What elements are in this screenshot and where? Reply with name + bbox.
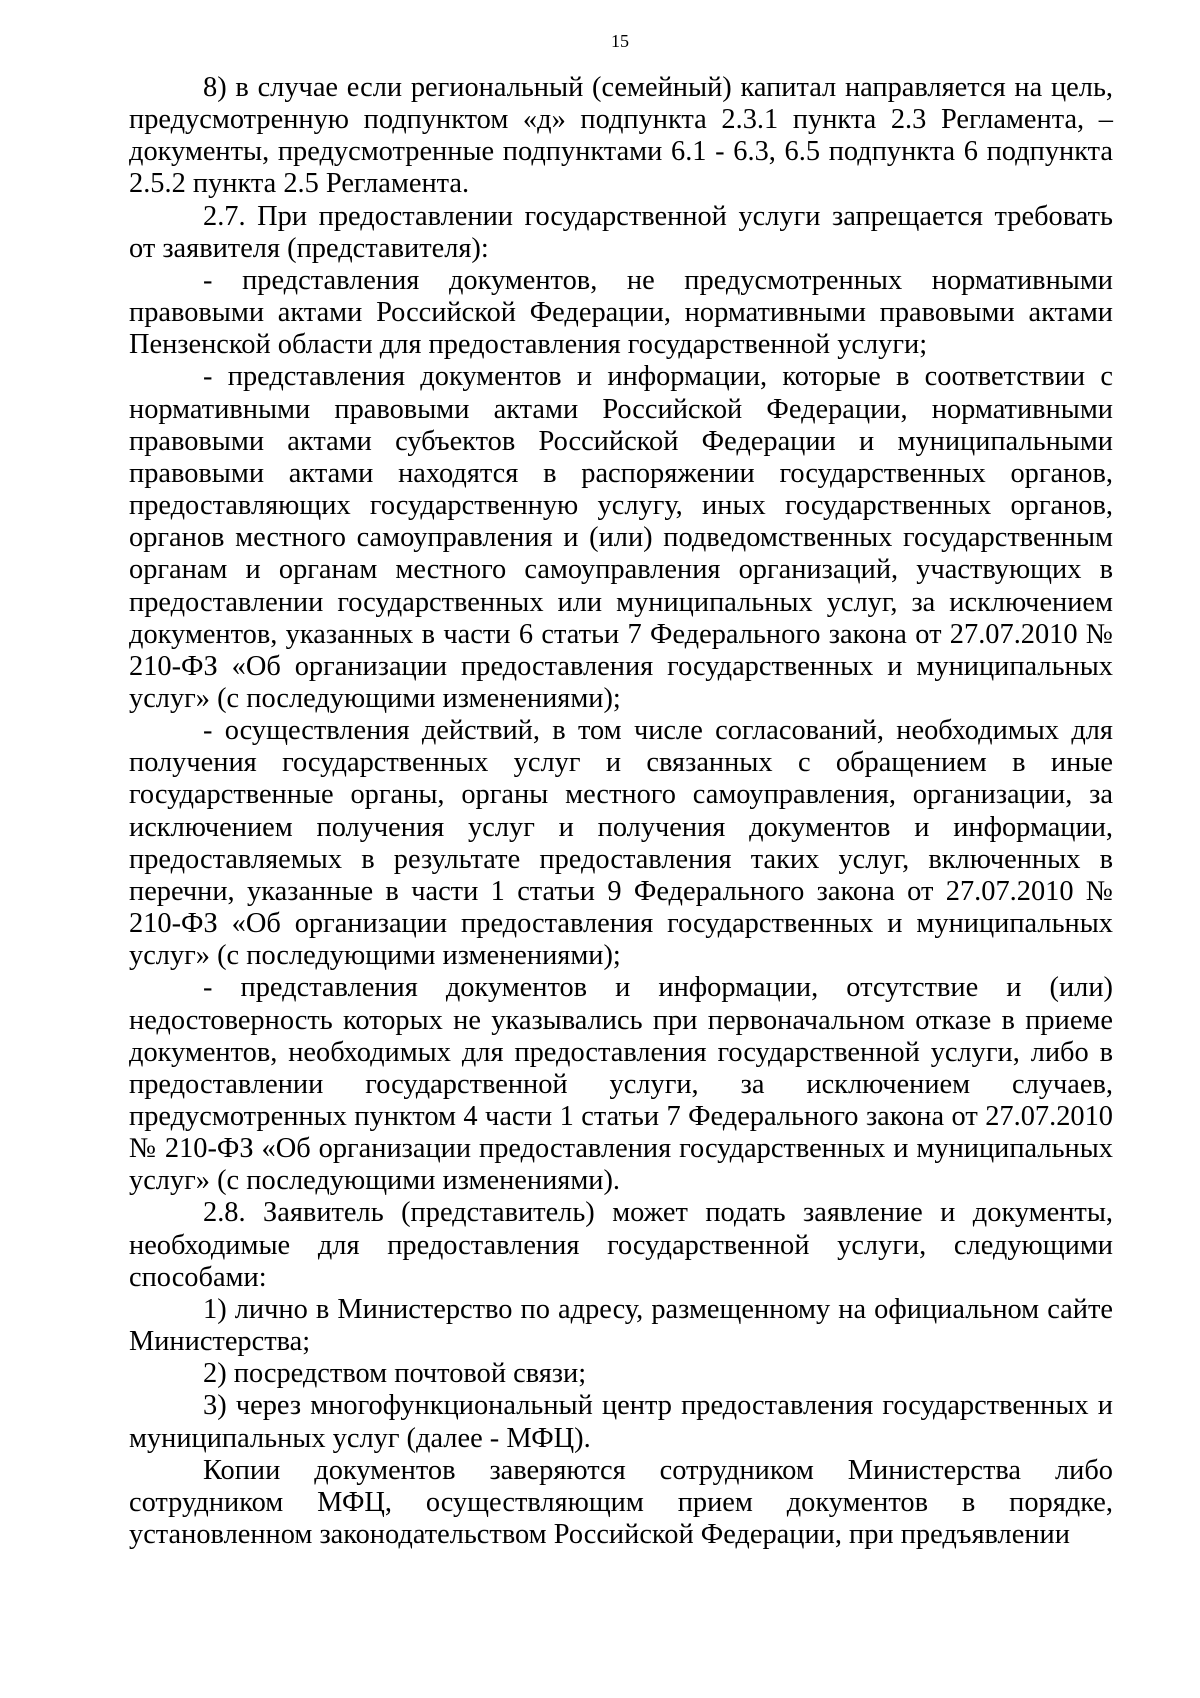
paragraph-section-2-8: 2.8. Заявитель (представитель) может подать заявление и документы, необходимые для предоставления государственной услуги, следующими способами:: [129, 1197, 1113, 1293]
paragraph-restriction-3: - осуществления действий, в том числе согласований, необходимых для получения государственных услуг и связанных с обращением в иные государственные органы, органы местного самоуправления, организации, за исключением получения услуг и получения документов и информации, предоставляемых в результате предоставления таких услуг, включенных в перечни, указанные в части 1 статьи 9 Федерального закона от 27.07.2010 № 210-ФЗ «Об организации предоставления государственных и муниципальных услуг» (с последующими изменениями);: [129, 715, 1113, 972]
paragraph-restriction-4: - представления документов и информации, отсутствие и (или) недостоверность которых не указывались при первоначальном отказе в приеме документов, необходимых для предоставления государственной услуги, либо в предоставлении государственной услуги, за исключением случаев, предусмотренных пунктом 4 части 1 статьи 7 Федерального закона от 27.07.2010 № 210-ФЗ «Об организации предоставления государственных и муниципальных услуг» (с последующими изменениями).: [129, 972, 1113, 1197]
page-number: 15: [611, 31, 629, 51]
paragraph-method-2: 2) посредством почтовой связи;: [203, 1358, 587, 1390]
paragraph-section-2-7: 2.7. При предоставлении государственной услуги запрещается требовать от заявителя (представителя):: [129, 200, 1113, 264]
paragraph-restriction-2: - представления документов и информации, которые в соответствии с нормативными правовыми актами Российской Федерации, нормативными правовыми актами субъектов Российской Федерации и муниципальными правовыми актами находятся в распоряжении государственных органов, предоставляющих государственную услугу, иных государственных органов, органов местного самоуправления и (или) подведомственных государственным органам и органам местного самоуправления организаций, участвующих в предоставлении государственных или муниципальных услуг, за исключением документов, указанных в части 6 статьи 7 Федерального закона от 27.07.2010 № 210-ФЗ «Об организации предоставления государственных и муниципальных услуг» (с последующими изменениями);: [129, 361, 1113, 714]
document-body: [129, 72, 1113, 1551]
paragraph-restriction-1: - представления документов, не предусмотренных нормативными правовыми актами Российской Федерации, нормативными правовыми актами Пензенской области для предоставления государственной услуги;: [129, 264, 1113, 361]
paragraph-item-8: 8) в случае если региональный (семейный) капитал направляется на цель, предусмотренную подпунктом «д» подпункта 2.3.1 пункта 2.3 Регламента, – документы, предусмотренные подпунктами 6.1 - 6.3, 6.5 подпункта 6 подпункта 2.5.2 пункта 2.5 Регламента.: [129, 72, 1113, 200]
paragraph-copies: Копии документов заверяются сотрудником Министерства либо сотрудником МФЦ, осуществляющим прием документов в порядке, установленном законодательством Российской Федерации, при предъявлении: [129, 1454, 1113, 1551]
paragraph-method-3: 3) через многофункциональный центр предоставления государственных и муниципальных услуг (далее - МФЦ).: [129, 1390, 1113, 1454]
paragraph-method-1: 1) лично в Министерство по адресу, размещенному на официальном сайте Министерства;: [129, 1293, 1113, 1358]
